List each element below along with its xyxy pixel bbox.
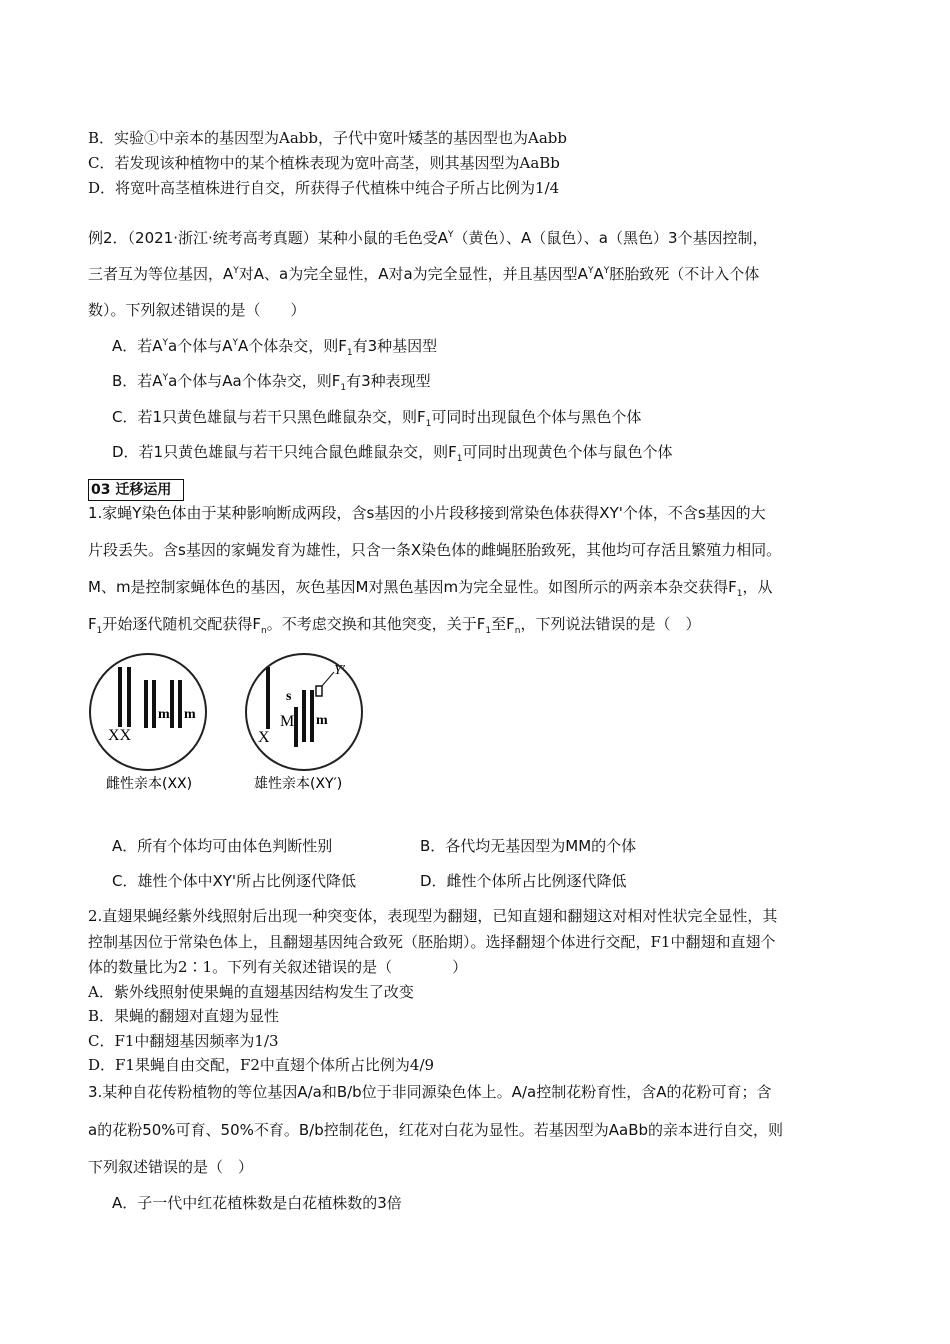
- male-s-label: s: [286, 689, 292, 704]
- chromosome-figure: [88, 652, 378, 802]
- q2-line1: 2.直翅果蝇经紫外线照射后出现一种突变体，表现型为翻翅，已知直翅和翻翅这对相对性状完全显性，其: [88, 907, 778, 925]
- example2-line3: 数）。下列叙述错误的是（ ）: [88, 301, 306, 319]
- female-x-chromosome-2: [127, 667, 131, 727]
- female-autosome-3: [170, 680, 174, 728]
- q2-line3: 体的数量比为2∶1。下列有关叙述错误的是（ ）: [88, 958, 468, 976]
- male-y-pointer: [322, 672, 334, 686]
- q3-line3: 下列叙述错误的是（ ）: [88, 1158, 254, 1176]
- q1-line1: 1.家蝇Y染色体由于某种影响断成两段，含s基因的小片段移接到常染色体获得XY'个体，不含s基因的大: [88, 504, 766, 522]
- male-m-label: m: [316, 713, 328, 728]
- q1-line3: M、m是控制家蝇体色的基因，灰色基因M对黑色基因m为完全显性。如图所示的两亲本杂交获得$F_1$，从: [88, 578, 773, 599]
- q2-option-c: C．F1中翻翅基因频率为1/3: [88, 1032, 279, 1050]
- example2-option-c: C．若1只黄色雄鼠与若干只黑色雌鼠杂交，则$F_1$可同时出现鼠色个体与黑色个体: [112, 408, 642, 429]
- male-x-chromosome: [266, 667, 270, 729]
- male-caption: 雄性亲本(XY′): [254, 776, 343, 792]
- q3-line2: a的花粉50%可育、50%不育。B/b控制花色，红花对白花为显性。若基因型为AaBb的亲本进行自交，则: [88, 1121, 784, 1139]
- female-caption: 雌性亲本(XX): [106, 776, 193, 792]
- q2-option-b: B．果蝇的翻翅对直翅为显性: [88, 1007, 280, 1025]
- q1-option-d: D．雌性个体所占比例逐代降低: [420, 872, 627, 890]
- example2-option-a: A．若$A^Ya$个体与$A^YA$个体杂交，则$F_1$有3种基因型: [112, 337, 438, 358]
- q1-option-b: B．各代均无基因型为MM的个体: [420, 837, 637, 855]
- male-M-label: M: [280, 713, 295, 730]
- option-d-line: D．将宽叶高茎植株进行自交，所获得子代植株中纯合子所占比例为1/4: [88, 179, 560, 197]
- option-c-line: C．若发现该种植物中的某个植株表现为宽叶高茎，则其基因型为AaBb: [88, 154, 560, 172]
- q2-option-a: A．紫外线照射使果蝇的直翅基因结构发生了改变: [88, 983, 414, 1001]
- male-autosome-1: [294, 707, 298, 747]
- male-x-label: X: [258, 729, 270, 746]
- q3-option-a: A．子一代中红花植株数是白花植株数的3倍: [112, 1194, 402, 1212]
- male-autosome-2: [302, 690, 306, 742]
- q3-line1: 3.某种自花传粉植物的等位基因A/a和B/b位于非同源染色体上。A/a控制花粉育性，含A的花粉可育；含: [88, 1083, 772, 1101]
- example2-line2: 三者互为等位基因，$A^Y$对A、a为完全显性，A对a为完全显性，并且基因型$A^YA^Y$胚胎致死（不计入个体: [88, 265, 760, 283]
- example2-option-b: B．若$A^Ya$个体与Aa个体杂交，则$F_1$有3种表现型: [112, 372, 431, 393]
- q2-line2: 控制基因位于常染色体上，且翻翅基因纯合致死（胚胎期）。选择翻翅个体进行交配，F1中翻翅和直翅个: [88, 933, 776, 951]
- example2-option-d: D．若1只黄色雄鼠与若干只纯合鼠色雌鼠杂交，则$F_1$可同时出现黄色个体与鼠色个体: [112, 443, 673, 464]
- q1-line4: $F_1$开始逐代随机交配获得$F_n$。不考虑交换和其他突变，关于$F_1$至$F_n$，下列说法错误的是（ ）: [88, 615, 701, 636]
- female-autosome-2: [152, 680, 156, 728]
- female-autosome-1: [144, 680, 148, 728]
- q2-option-d: D．F1果蝇自由交配，F2中直翅个体所占比例为4/9: [88, 1056, 435, 1074]
- example2-line1: 例2．（2021·浙江·统考高考真题）某种小鼠的毛色受$A^Y$（黄色）、A（鼠色）、a（黑色）3个基因控制，: [88, 229, 768, 247]
- section-heading: 03 迁移运用: [88, 479, 184, 501]
- option-b-line: B．实验①中亲本的基因型为Aabb，子代中宽叶矮茎的基因型也为Aabb: [88, 129, 567, 147]
- female-autosome-4: [178, 680, 182, 728]
- male-autosome-3: [310, 690, 314, 742]
- female-m-label-1: m: [158, 707, 170, 722]
- q1-line2: 片段丢失。含s基因的家蝇发育为雄性，只含一条X染色体的雌蝇胚胎致死，其他均可存活且繁殖力相同。: [88, 541, 782, 559]
- female-xx-label: XX: [108, 727, 132, 744]
- male-y-label: Y′: [334, 663, 345, 678]
- female-x-chromosome-1: [118, 667, 122, 727]
- female-m-label-2: m: [184, 707, 196, 722]
- q1-option-a: A．所有个体均可由体色判断性别: [112, 837, 333, 855]
- male-y-fragment: [316, 686, 322, 696]
- q1-option-c: C．雄性个体中XY'所占比例逐代降低: [112, 872, 357, 890]
